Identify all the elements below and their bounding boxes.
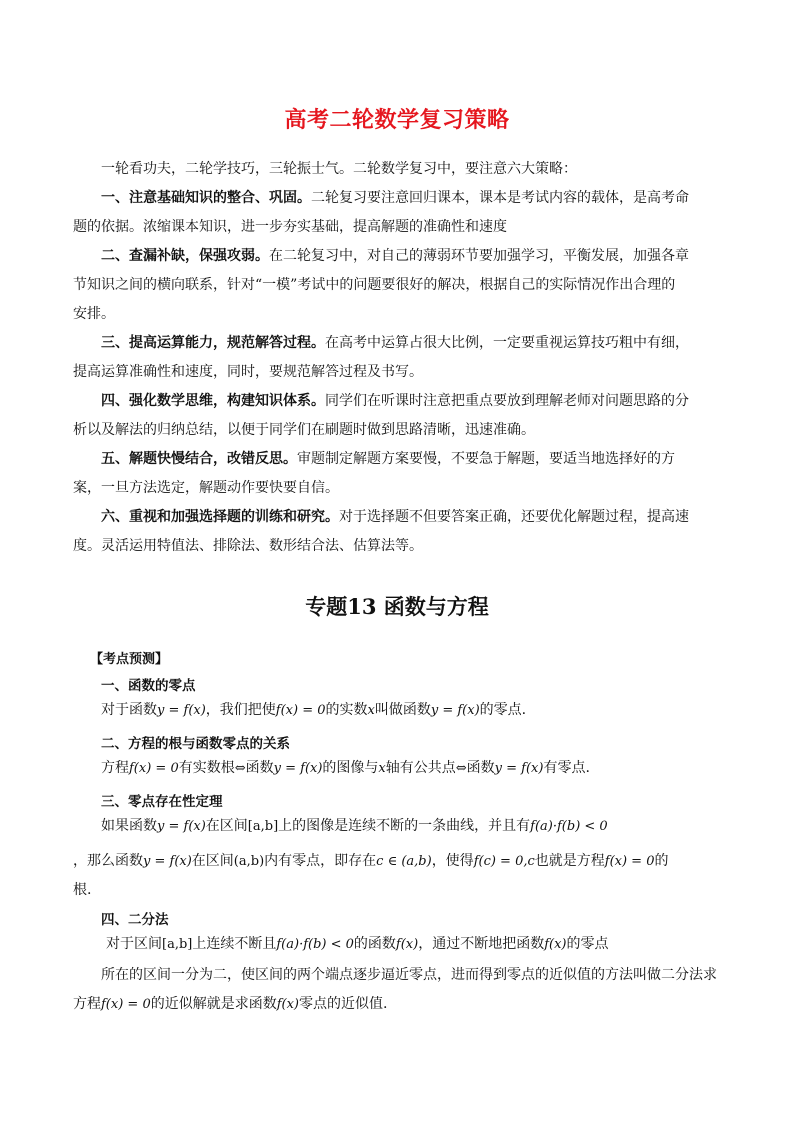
math-expression: f(x) = 0 [101, 997, 151, 1012]
topic-title: 专题13 函数与方程 [305, 594, 489, 619]
strategy-item-5-heading: 五、解题快慢结合，改错反思。 [101, 451, 297, 467]
strategy-item-3-line-2: 提高运算准确性和速度，同时，要规范解答过程及书写。 [73, 364, 423, 380]
strategy-item-1-line-2: 题的依据。浓缩课本知识，进一步夯实基础，提高解题的准确性和速度 [73, 219, 507, 235]
section-3-text: 在区间 [191, 853, 234, 869]
strategy-item-2-line-2: 节知识之间的横向联系，针对“一模”考试中的问题要很好的解决，根据自己的实际情况作出合理的 [73, 277, 676, 293]
strategy-item-5-text-1: 审题制定解题方案要慢，不要急于解题，要适当地选择好的方 [297, 451, 675, 467]
section-4-line-1 [106, 930, 723, 959]
math-expression: [a,b] [247, 819, 279, 834]
math-expression: f(x) [276, 997, 300, 1012]
section-4-text: 零点的近似值. [299, 996, 388, 1012]
strategy-item-1-heading: 一、注意基础知识的整合、巩固。 [101, 190, 311, 206]
math-expression: y = f(x) [430, 703, 480, 718]
section-3-text: 内有零点，即存在 [264, 853, 377, 869]
math-expression: f(x) [544, 937, 567, 952]
section-4-text: 的零点 [566, 936, 609, 952]
math-expression: y = f(x) [273, 761, 323, 776]
strategy-item-4-line-2: 析以及解法的归纳总结，以便于同学们在刷题时做到思路清晰，迅速准确。 [73, 422, 535, 438]
strategy-item-2-line-1 [101, 242, 723, 271]
section-3-text: 在区间 [205, 818, 248, 834]
section-3-text: 的 [654, 853, 669, 869]
section-3-text: 上的图像是连续不断的一条曲线，并且有 [278, 818, 531, 834]
section-4-text: 方程 [73, 996, 101, 1012]
strategy-item-1-text-1: 二轮复习要注意回归课本，课本是考试内容的载体，是高考命 [311, 190, 689, 206]
math-expression: f(x) = 0 [275, 703, 326, 718]
math-expression: f(x) = 0 [129, 761, 179, 776]
strategy-item-6-heading: 六、重视和加强选择题的训练和研究。 [101, 509, 339, 525]
strategy-item-3-heading: 三、提高运算能力，规范解答过程。 [101, 335, 325, 351]
section-4-text: 的近似解就是求函数 [150, 996, 277, 1012]
math-expression: y = f(x) [157, 819, 206, 834]
math-expression: f(a)·f(b) < 0 [530, 819, 608, 834]
section-4-text: 对于区间 [106, 936, 162, 952]
page-title: 高考二轮数学复习策略 [284, 108, 510, 133]
strategy-item-6-line-1 [101, 503, 723, 532]
section-3-line-1 [101, 812, 723, 841]
strategy-item-4-text-1: 同学们在听课时注意把重点要放到理解老师对问题思路的分 [325, 393, 689, 409]
strategy-item-5-line-1 [101, 445, 723, 474]
math-expression: x [367, 703, 375, 718]
math-expression: x [378, 761, 386, 776]
strategy-item-4-heading: 四、强化数学思维，构建知识体系。 [101, 393, 325, 409]
math-expression: (a,b) [233, 854, 265, 869]
section-2-text: 函数 [245, 760, 274, 776]
section-3-line-3: 根. [73, 882, 92, 898]
section-2-text: 有零点. [543, 760, 590, 776]
section-2-text: 的图像与 [322, 760, 379, 776]
section-4-text: 上连续不断且 [192, 936, 277, 952]
section-3-text: ，那么函数 [73, 853, 143, 869]
section-3-text: 如果函数 [101, 818, 157, 834]
section-2-text: 有实数根 [178, 760, 235, 776]
strategy-intro: 一轮看功夫，二轮学技巧，三轮振士气。二轮数学复习中，要注意六大策略： [101, 161, 577, 177]
math-expression: y = f(x) [157, 703, 206, 718]
math-expression: f(c) = 0,c [473, 854, 535, 869]
math-expression: y = f(x) [143, 854, 192, 869]
math-expression: f(a)·f(b) < 0 [276, 937, 354, 952]
section-2-text: 轴有公共点 [385, 760, 456, 776]
section-1-text: 叫做函数 [374, 702, 431, 718]
iff-symbol: ⇔ [455, 761, 467, 776]
section-1-text: 对于函数 [101, 702, 157, 718]
section-2-line-1 [101, 754, 723, 783]
section-3-heading: 三、零点存在性定理 [101, 794, 223, 810]
strategy-item-2-text-1: 在二轮复习中，对自己的薄弱环节要加强学习，平衡发展，加强各章 [269, 248, 689, 264]
forecast-label: 【考点预测】 [90, 652, 169, 667]
section-1-line-1 [101, 696, 723, 725]
strategy-item-6-text-1: 对于选择题不但要答案正确，还要优化解题过程，提高速 [339, 509, 689, 525]
section-2-heading: 二、方程的根与函数零点的关系 [101, 736, 290, 752]
strategy-item-4-line-1 [101, 387, 723, 416]
iff-symbol: ⇔ [234, 761, 246, 776]
section-4-text: 的函数 [353, 936, 396, 952]
math-expression: c ∈ (a,b) [376, 854, 432, 869]
math-expression: [a,b] [162, 937, 193, 952]
section-4-heading: 四、二分法 [101, 912, 169, 928]
section-3-text: 也就是方程 [534, 853, 605, 869]
strategy-item-3-text-1: 在高考中运算占很大比例，一定要重视运算技巧粗中有细， [325, 335, 689, 351]
math-expression: f(x) [395, 937, 419, 952]
section-1-heading: 一、函数的零点 [101, 678, 196, 694]
section-3-line-2 [73, 847, 723, 876]
section-4-line-2: 所在的区间一分为二，使区间的两个端点逐步逼近零点，进而得到零点的近似值的方法叫做二分法求 [101, 967, 717, 983]
section-1-text: 的实数 [325, 702, 368, 718]
strategy-item-1-line-1 [101, 184, 723, 213]
strategy-item-2-heading: 二、查漏补缺，保强攻弱。 [101, 248, 269, 264]
section-1-text: 的零点. [479, 702, 527, 718]
strategy-item-3-line-1 [101, 329, 723, 358]
strategy-item-2-line-3: 安排。 [73, 306, 115, 322]
section-4-line-3 [73, 990, 723, 1019]
section-2-text: 方程 [101, 760, 129, 776]
math-expression: f(x) = 0 [604, 854, 655, 869]
math-expression: y = f(x) [494, 761, 544, 776]
section-2-text: 函数 [466, 760, 495, 776]
section-4-text: ，通过不断地把函数 [418, 936, 545, 952]
section-3-text: ，使得 [431, 853, 474, 869]
strategy-item-6-line-2: 度。灵活运用特值法、排除法、数形结合法、估算法等。 [73, 538, 423, 554]
section-1-text: ，我们把使 [205, 702, 276, 718]
strategy-item-5-line-2: 案，一旦方法选定，解题动作要快要自信。 [73, 480, 339, 496]
